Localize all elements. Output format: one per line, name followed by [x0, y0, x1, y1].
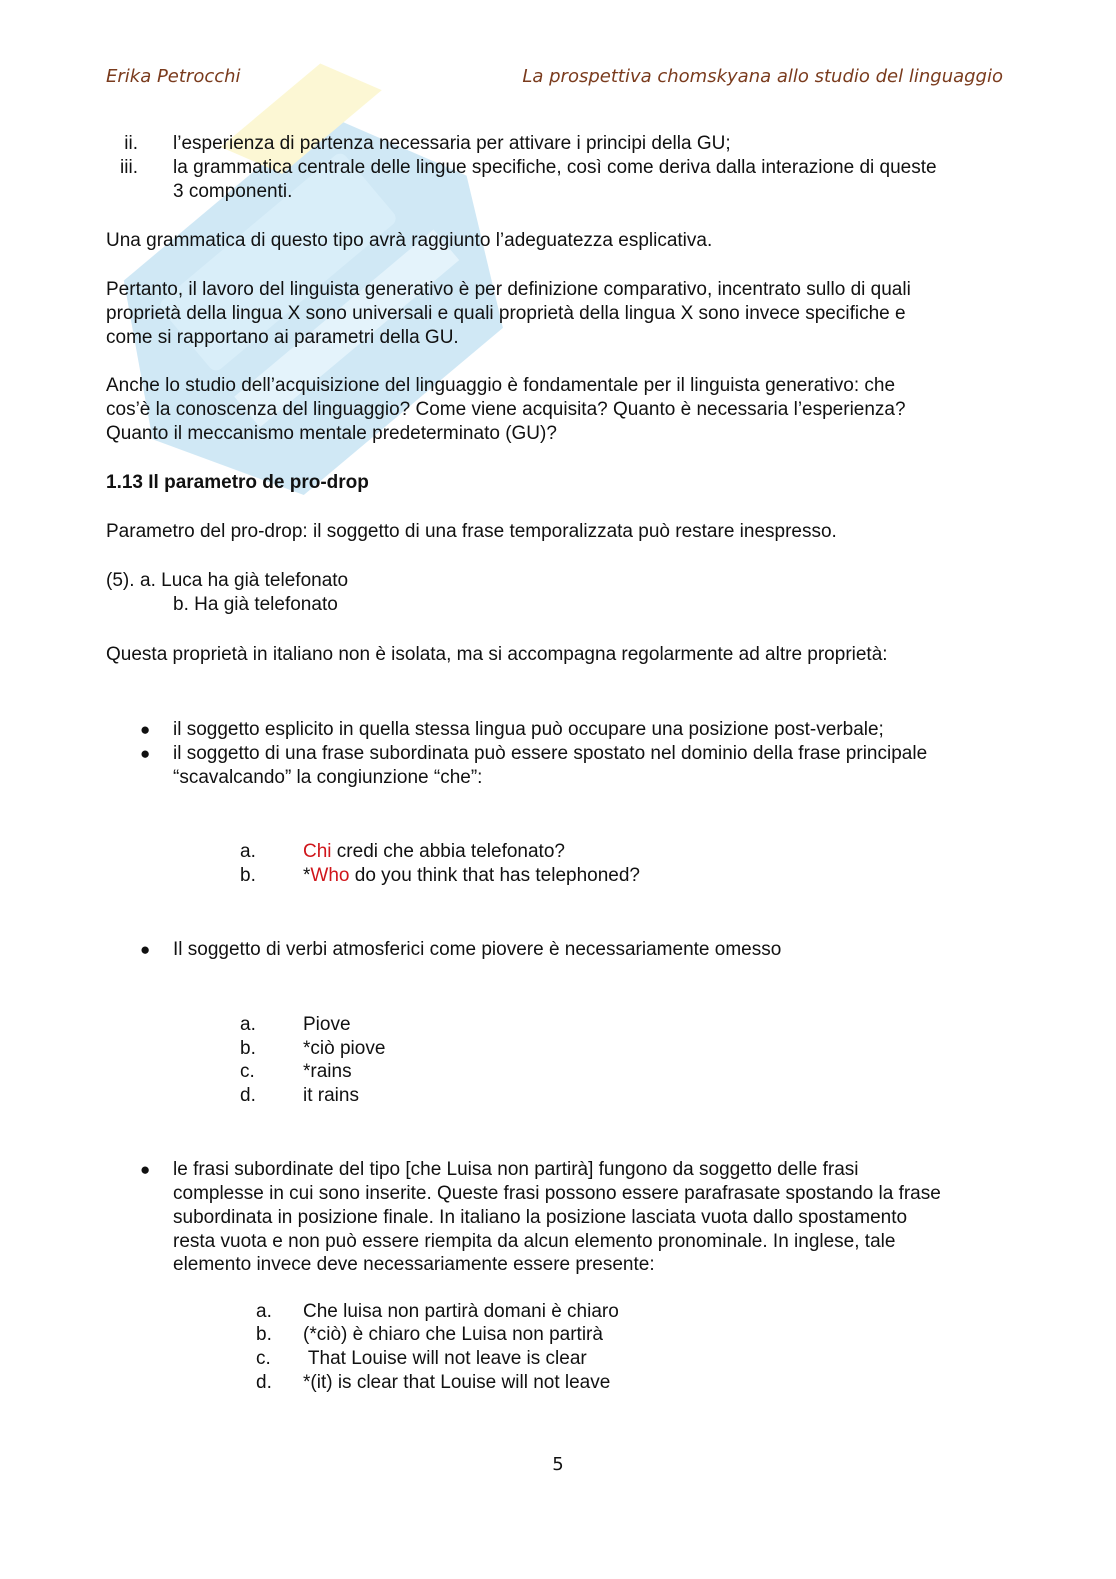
bullet-text: il soggetto esplicito in quella stessa lingua può occupare una posizione post-verbale; — [173, 719, 884, 740]
paragraph-line: come si rapportano ai parametri della GU. — [106, 327, 459, 348]
example-marker: d. — [240, 1085, 256, 1106]
example-line — [303, 864, 640, 888]
bullet-text: complesse in cui sono inserite. Queste frasi possono essere parafrasate spostando la frase — [173, 1183, 941, 1204]
bullet-text: le frasi subordinate del tipo [che Luisa non partirà] fungono da soggetto delle frasi — [173, 1159, 859, 1180]
example-line: Piove — [303, 1014, 351, 1035]
example-rest: credi che abbia telefonato? — [331, 841, 565, 862]
definition-text: Parametro del pro-drop: il soggetto di una frase temporalizzata può restare inespresso. — [106, 521, 837, 542]
example-line — [303, 840, 565, 864]
section-heading: 1.13 Il parametro de pro-drop — [106, 472, 369, 493]
example-label: (5). — [106, 570, 135, 591]
example-rest: do you think that has telephoned? — [349, 865, 640, 886]
asterisk: * — [303, 865, 311, 886]
example-line: *rains — [303, 1061, 352, 1082]
bullet-text: resta vuota e non può essere riempita da alcun elemento pronominale. In inglese, tale — [173, 1231, 896, 1252]
example-marker: b. — [256, 1324, 272, 1345]
paragraph: Una grammatica di questo tipo avrà raggiunto l’adeguatezza esplicativa. — [106, 230, 713, 251]
paragraph-line: proprietà della lingua X sono universali e quali proprietà della lingua X sono invece specifiche e — [106, 303, 906, 324]
list-marker: ii. — [124, 133, 138, 154]
paragraph-line: cos’è la conoscenza del linguaggio? Come viene acquisita? Quanto è necessaria l’esperienza? — [106, 399, 906, 420]
bullet-text: subordinata in posizione finale. In italiano la posizione lasciata vuota dallo spostamento — [173, 1207, 908, 1228]
example-marker: c. — [256, 1348, 271, 1369]
list-marker: iii. — [120, 157, 138, 178]
example-line: (*ciò) è chiaro che Luisa non partirà — [303, 1324, 603, 1345]
example-marker: a. — [256, 1301, 272, 1322]
example-marker: b. — [240, 865, 256, 886]
example-line: it rains — [303, 1085, 359, 1106]
paragraph-line: Quanto il meccanismo mentale predeterminato (GU)? — [106, 423, 557, 444]
example-line: a. Luca ha già telefonato — [140, 570, 349, 591]
example-marker: d. — [256, 1372, 272, 1393]
bullet-text: “scavalcando” la congiunzione “che”: — [173, 767, 483, 788]
example-marker: a. — [240, 1014, 256, 1035]
list-item-text: l’esperienza di partenza necessaria per attivare i principi della GU; — [173, 133, 731, 154]
bullet-icon: ● — [140, 940, 151, 959]
header-author: Erika Petrocchi — [106, 66, 241, 87]
header-title: La prospettiva chomskyana allo studio del linguaggio — [522, 66, 1003, 87]
example-marker: a. — [240, 841, 256, 862]
highlight-word: Who — [310, 865, 350, 886]
bullet-text: il soggetto di una frase subordinata può essere spostato nel dominio della frase principale — [173, 743, 928, 764]
example-marker: b. — [240, 1038, 256, 1059]
example-line: That Louise will not leave is clear — [303, 1348, 587, 1369]
paragraph-line: Pertanto, il lavoro del linguista generativo è per definizione comparativo, incentrato sullo di quali — [106, 279, 911, 300]
bullet-icon: ● — [140, 1160, 151, 1179]
paragraph-line: Anche lo studio dell’acquisizione del linguaggio è fondamentale per il linguista generativo: che — [106, 375, 896, 396]
highlight-word: Chi — [303, 841, 332, 862]
list-item-text: la grammatica centrale delle lingue specifiche, così come deriva dalla interazione di queste — [173, 157, 937, 178]
example-line: *(it) is clear that Louise will not leave — [303, 1372, 611, 1393]
list-item-text: 3 componenti. — [173, 181, 293, 202]
example-line: b. Ha già telefonato — [173, 594, 338, 615]
page-number: 5 — [552, 1454, 564, 1475]
bullet-icon: ● — [140, 720, 151, 739]
intro-properties: Questa proprietà in italiano non è isolata, ma si accompagna regolarmente ad altre proprietà: — [106, 644, 888, 665]
example-line: Che luisa non partirà domani è chiaro — [303, 1301, 619, 1322]
bullet-icon: ● — [140, 744, 151, 763]
example-line: *ciò piove — [303, 1038, 386, 1059]
bullet-text: elemento invece deve necessariamente essere presente: — [173, 1254, 655, 1275]
bullet-text: Il soggetto di verbi atmosferici come piovere è necessariamente omesso — [173, 939, 782, 960]
example-marker: c. — [240, 1061, 255, 1082]
